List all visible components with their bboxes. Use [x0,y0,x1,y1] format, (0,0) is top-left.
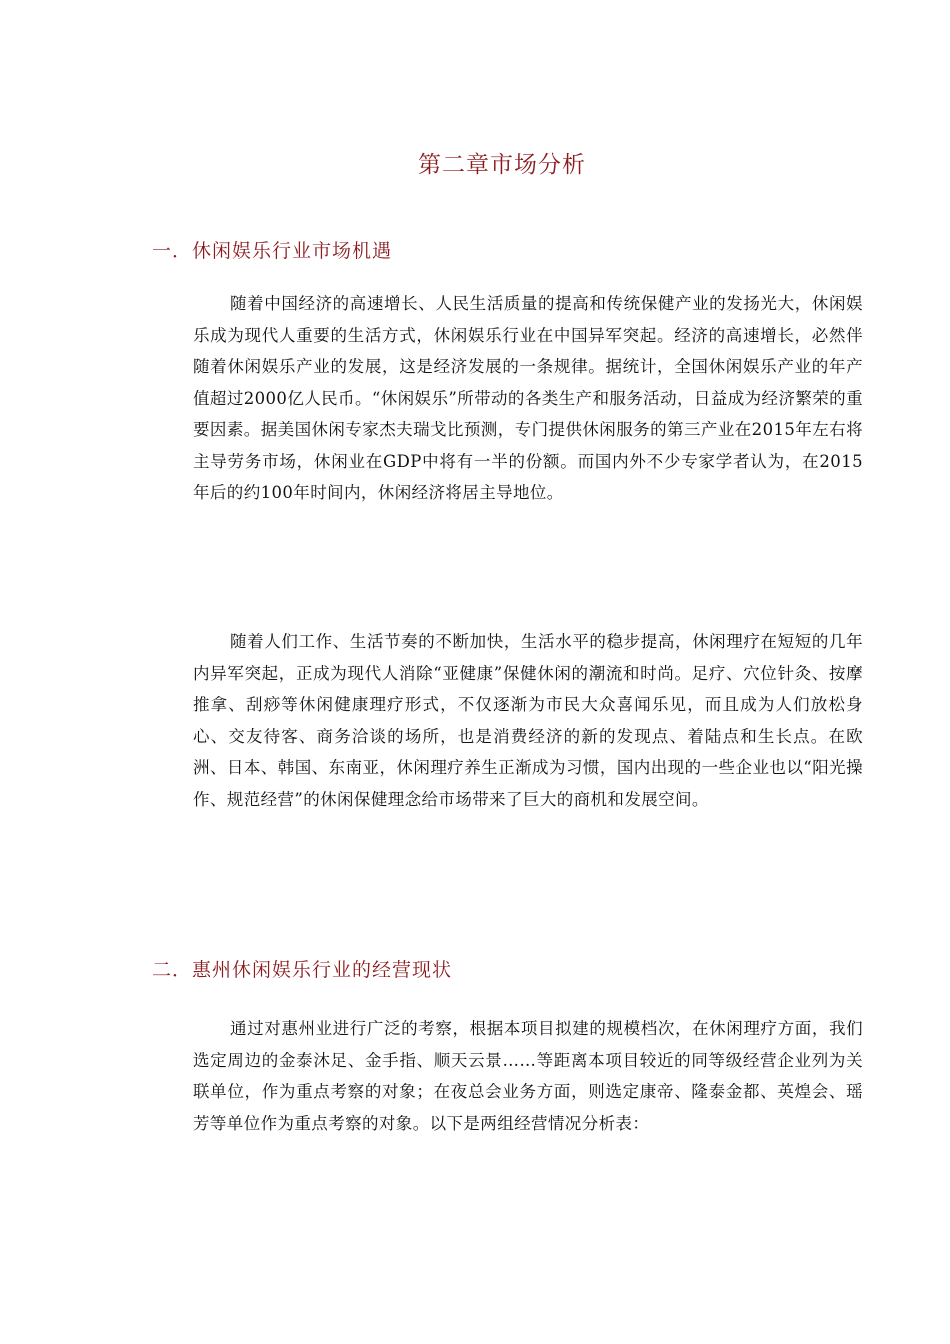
chapter-title: 第二章市场分析 [418,152,586,178]
paragraph-industry-growth: 随着中国经济的高速增长、人民生活质量的提高和传统保健产业的发扬光大，休闲娱乐成为现代人重要的生活方式，休闲娱乐行业在中国异军突起。经济的高速增长，必然伴随着休闲娱乐产业的发展，这是经济发展的一条规律。据统计，全国休闲娱乐产业的年产值超过2000亿人民币。“休闲娱乐”所带动的各类生产和服务活动，日益成为经济繁荣的重要因素。据美国休闲专家杰夫瑞戈比预测，专门提供休闲服务的第三产业在2015年左右将主导劳务市场，休闲业在GDP中将有一半的份额。而国内外不少专家学者认为，在2015年后的约100年时间内，休闲经济将居主导地位。 [193,294,863,502]
paragraph-leisure-therapy-trend: 随着人们工作、生活节奏的不断加快，生活水平的稳步提高，休闲理疗在短短的几年内异军突起，正成为现代人消除“亚健康”保健休闲的潮流和时尚。足疗、穴位针灸、按摩推拿、刮痧等休闲健康理疗形式，不仅逐渐为市民大众喜闻乐见，而且成为人们放松身心、交友待客、商务洽谈的场所，也是消费经济的新的发现点、着陆点和生长点。在欧洲、日本、韩国、东南亚，休闲理疗养生正渐成为习惯，国内出现的一些企业也以“阳光操作、规范经营”的休闲保健理念给市场带来了巨大的商机和发展空间。 [193,632,863,809]
paragraph-huizhou-survey: 通过对惠州业进行广泛的考察，根据本项目拟建的规模档次，在休闲理疗方面，我们选定周边的金泰沐足、金手指、顺天云景……等距离本项目较近的同等级经营企业列为关联单位，作为重点考察的对象；在夜总会业务方面，则选定康帝、隆泰金都、英煌会、瑶芳等单位作为重点考察的对象。以下是两组经营情况分析表： [193,1019,863,1133]
section-heading-market-opportunity: 一．休闲娱乐行业市场机遇 [152,240,393,262]
section-heading-huizhou-status: 二．惠州休闲娱乐行业的经营现状 [152,959,453,981]
